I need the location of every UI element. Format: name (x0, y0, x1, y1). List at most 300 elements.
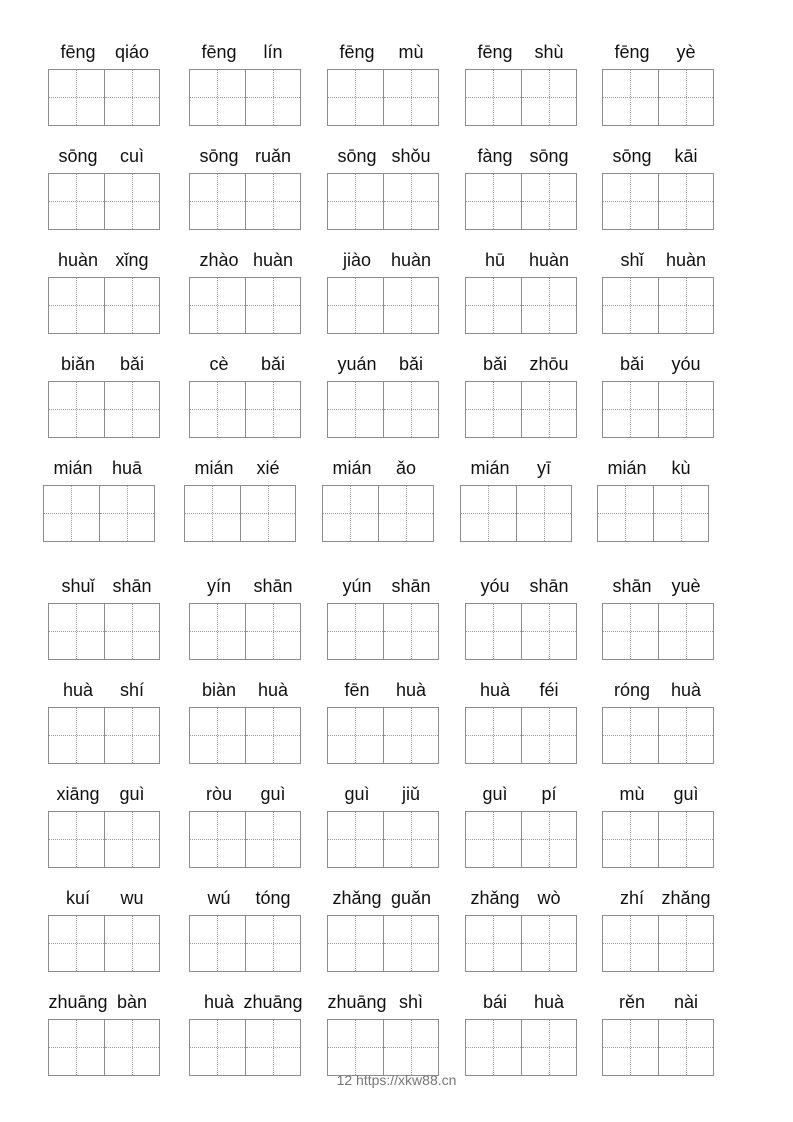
word-row (0, 144, 793, 244)
pinyin-syllable-1: sōng (612, 146, 652, 166)
writing-grid (189, 381, 301, 438)
character-box[interactable] (521, 70, 576, 125)
pinyin-syllable-1: zhuāng (327, 992, 387, 1012)
pinyin-syllable-2: yuè (671, 576, 701, 596)
pinyin-syllable-2: bàn (116, 992, 148, 1012)
pinyin-syllable-1: yún (342, 576, 372, 596)
character-box[interactable] (49, 1020, 104, 1075)
character-box[interactable] (521, 812, 576, 867)
pinyin-syllable-2: huàn (665, 250, 707, 270)
writing-grid (327, 603, 439, 660)
character-box[interactable] (521, 174, 576, 229)
character-box[interactable] (466, 604, 521, 659)
character-box[interactable] (44, 486, 99, 541)
word-cell (465, 678, 577, 778)
pinyin-syllable-2: nài (673, 992, 699, 1012)
character-box[interactable] (658, 708, 713, 763)
pinyin-syllable-2: zhǎng (661, 888, 711, 908)
word-cell (327, 352, 439, 452)
pinyin-syllable-2: bǎi (260, 354, 286, 374)
writing-grid (602, 69, 714, 126)
writing-grid (597, 485, 709, 542)
character-box[interactable] (383, 916, 438, 971)
writing-grid (48, 381, 160, 438)
character-box[interactable] (99, 486, 154, 541)
character-box[interactable] (245, 174, 300, 229)
word-cell (48, 678, 160, 778)
pinyin-syllable-1: mián (607, 458, 647, 478)
character-box[interactable] (658, 1020, 713, 1075)
word-cell (189, 574, 301, 674)
character-box[interactable] (603, 1020, 658, 1075)
character-box[interactable] (104, 812, 159, 867)
writing-grid (327, 277, 439, 334)
word-cell (48, 40, 160, 140)
writing-grid (48, 173, 160, 230)
pinyin-syllable-2: féi (539, 680, 559, 700)
writing-grid (602, 381, 714, 438)
character-box[interactable] (190, 382, 245, 437)
pinyin-syllable-2: guì (260, 784, 286, 804)
character-box[interactable] (383, 174, 438, 229)
pinyin-syllable-1: mián (332, 458, 372, 478)
word-row (0, 40, 793, 140)
pinyin-syllable-1: sōng (337, 146, 377, 166)
word-cell (327, 248, 439, 348)
character-box[interactable] (245, 278, 300, 333)
character-box[interactable] (521, 708, 576, 763)
word-cell (189, 40, 301, 140)
character-box[interactable] (49, 382, 104, 437)
word-cell (327, 886, 439, 986)
writing-grid (189, 603, 301, 660)
pinyin-syllable-2: xié (256, 458, 280, 478)
pinyin-syllable-1: mù (619, 784, 645, 804)
character-box[interactable] (245, 70, 300, 125)
pinyin-syllable-2: kù (671, 458, 691, 478)
character-box[interactable] (245, 1020, 300, 1075)
word-cell (189, 678, 301, 778)
pinyin-syllable-1: huà (479, 680, 511, 700)
word-cell (189, 144, 301, 244)
word-cell (189, 248, 301, 348)
word-cell (322, 456, 434, 556)
pinyin-syllable-1: fēng (477, 42, 513, 62)
character-box[interactable] (104, 916, 159, 971)
pinyin-syllable-2: xǐng (115, 250, 149, 270)
writing-grid (465, 603, 577, 660)
pinyin-syllable-1: rěn (618, 992, 645, 1012)
writing-grid (189, 915, 301, 972)
character-box[interactable] (658, 70, 713, 125)
pinyin-syllable-2: shān (391, 576, 431, 596)
character-box[interactable] (104, 70, 159, 125)
pinyin-syllable-2: lín (263, 42, 283, 62)
word-cell (602, 352, 714, 452)
word-row (0, 574, 793, 674)
writing-grid (465, 811, 577, 868)
character-box[interactable] (328, 1020, 383, 1075)
word-cell (189, 886, 301, 986)
writing-grid (189, 811, 301, 868)
character-box[interactable] (190, 916, 245, 971)
character-box[interactable] (658, 916, 713, 971)
pinyin-syllable-2: shù (534, 42, 564, 62)
writing-grid (48, 603, 160, 660)
word-cell (48, 144, 160, 244)
word-row (0, 352, 793, 452)
character-box[interactable] (466, 708, 521, 763)
pinyin-syllable-2: zhuāng (243, 992, 303, 1012)
pinyin-syllable-2: tóng (255, 888, 291, 908)
writing-grid (43, 485, 155, 542)
pinyin-syllable-2: yī (536, 458, 551, 478)
word-cell (602, 40, 714, 140)
pinyin-syllable-2: jiǔ (401, 784, 420, 804)
pinyin-syllable-1: biǎn (60, 354, 96, 374)
character-box[interactable] (104, 278, 159, 333)
pinyin-syllable-2: zhōu (529, 354, 569, 374)
character-box[interactable] (378, 486, 433, 541)
word-cell (602, 144, 714, 244)
writing-grid (460, 485, 572, 542)
writing-grid (327, 915, 439, 972)
pinyin-syllable-2: huà (395, 680, 427, 700)
word-cell (189, 782, 301, 882)
character-box[interactable] (466, 278, 521, 333)
character-box[interactable] (49, 916, 104, 971)
character-box[interactable] (516, 486, 571, 541)
character-box[interactable] (658, 604, 713, 659)
pinyin-syllable-1: mián (470, 458, 510, 478)
character-box[interactable] (328, 916, 383, 971)
word-cell (48, 782, 160, 882)
character-box[interactable] (466, 1020, 521, 1075)
character-box[interactable] (328, 812, 383, 867)
writing-grid (465, 277, 577, 334)
writing-grid (327, 1019, 439, 1076)
pinyin-syllable-1: shǐ (620, 250, 644, 270)
writing-grid (48, 811, 160, 868)
pinyin-syllable-1: róng (613, 680, 651, 700)
word-row (0, 886, 793, 986)
character-box[interactable] (328, 604, 383, 659)
word-cell (48, 352, 160, 452)
pinyin-syllable-1: huà (62, 680, 94, 700)
character-box[interactable] (383, 604, 438, 659)
word-row (0, 782, 793, 882)
character-box[interactable] (466, 382, 521, 437)
pinyin-syllable-1: cè (209, 354, 229, 374)
pinyin-syllable-1: fēng (201, 42, 237, 62)
pinyin-syllable-2: pí (541, 784, 557, 804)
character-box[interactable] (653, 486, 708, 541)
character-box[interactable] (245, 604, 300, 659)
pinyin-syllable-2: ruǎn (254, 146, 292, 166)
pinyin-syllable-2: wò (537, 888, 561, 908)
character-box[interactable] (383, 812, 438, 867)
pinyin-syllable-1: sōng (58, 146, 98, 166)
writing-grid (327, 69, 439, 126)
pinyin-syllable-1: zhǎng (332, 888, 382, 908)
writing-grid (602, 603, 714, 660)
pinyin-syllable-2: huàn (390, 250, 432, 270)
pinyin-syllable-2: kāi (674, 146, 698, 166)
pinyin-syllable-1: wú (207, 888, 231, 908)
writing-grid (48, 707, 160, 764)
pinyin-syllable-2: guì (673, 784, 699, 804)
word-cell (327, 144, 439, 244)
pinyin-syllable-1: huàn (57, 250, 99, 270)
word-cell (184, 456, 296, 556)
character-box[interactable] (383, 278, 438, 333)
character-box[interactable] (598, 486, 653, 541)
pinyin-syllable-1: yuán (337, 354, 377, 374)
character-box[interactable] (383, 382, 438, 437)
character-box[interactable] (245, 382, 300, 437)
character-box[interactable] (49, 70, 104, 125)
character-box[interactable] (245, 812, 300, 867)
character-box[interactable] (190, 174, 245, 229)
pinyin-syllable-1: bǎi (482, 354, 508, 374)
pinyin-syllable-1: fàng (477, 146, 513, 166)
writing-grid (602, 811, 714, 868)
pinyin-syllable-1: sōng (199, 146, 239, 166)
pinyin-syllable-2: shān (529, 576, 569, 596)
writing-grid (184, 485, 296, 542)
character-box[interactable] (49, 604, 104, 659)
character-box[interactable] (328, 708, 383, 763)
pinyin-syllable-2: huà (670, 680, 702, 700)
pinyin-syllable-2: shǒu (391, 146, 431, 166)
pinyin-syllable-1: kuí (65, 888, 90, 908)
writing-grid (48, 915, 160, 972)
character-box[interactable] (240, 486, 295, 541)
pinyin-syllable-1: xiāng (56, 784, 100, 804)
character-box[interactable] (521, 1020, 576, 1075)
pinyin-syllable-1: zhí (619, 888, 644, 908)
pinyin-syllable-1: huà (203, 992, 235, 1012)
pinyin-syllable-1: guì (482, 784, 508, 804)
character-box[interactable] (328, 278, 383, 333)
writing-grid (48, 277, 160, 334)
writing-grid (189, 69, 301, 126)
pinyin-syllable-2: ǎo (395, 458, 417, 478)
character-box[interactable] (521, 916, 576, 971)
writing-grid (327, 811, 439, 868)
word-cell (327, 574, 439, 674)
character-box[interactable] (104, 708, 159, 763)
writing-grid (327, 707, 439, 764)
character-box[interactable] (603, 916, 658, 971)
character-box[interactable] (466, 916, 521, 971)
pinyin-syllable-2: sōng (529, 146, 569, 166)
word-cell (602, 574, 714, 674)
pinyin-syllable-1: zhǎng (470, 888, 520, 908)
writing-grid (189, 1019, 301, 1076)
word-cell (327, 678, 439, 778)
pinyin-syllable-2: huà (257, 680, 289, 700)
pinyin-syllable-2: cuì (119, 146, 144, 166)
character-box[interactable] (104, 382, 159, 437)
pinyin-syllable-2: huàn (252, 250, 294, 270)
character-box[interactable] (383, 1020, 438, 1075)
word-cell (465, 144, 577, 244)
pinyin-syllable-1: fēn (344, 680, 370, 700)
character-box[interactable] (190, 812, 245, 867)
pinyin-syllable-2: wu (120, 888, 144, 908)
word-cell (327, 40, 439, 140)
word-cell (465, 574, 577, 674)
word-cell (189, 352, 301, 452)
writing-grid (327, 173, 439, 230)
pinyin-syllable-2: yè (676, 42, 696, 62)
writing-grid (602, 707, 714, 764)
word-cell (602, 678, 714, 778)
character-box[interactable] (190, 1020, 245, 1075)
character-box[interactable] (603, 278, 658, 333)
pinyin-syllable-1: bǎi (619, 354, 645, 374)
character-box[interactable] (521, 604, 576, 659)
word-row (0, 678, 793, 778)
writing-grid (465, 707, 577, 764)
pinyin-syllable-2: yóu (671, 354, 701, 374)
character-box[interactable] (185, 486, 240, 541)
word-cell (602, 248, 714, 348)
pinyin-syllable-2: mù (398, 42, 424, 62)
character-box[interactable] (49, 278, 104, 333)
character-box[interactable] (521, 382, 576, 437)
writing-grid (322, 485, 434, 542)
word-row (0, 456, 793, 556)
character-box[interactable] (658, 812, 713, 867)
pinyin-syllable-2: shān (253, 576, 293, 596)
writing-grid (189, 277, 301, 334)
pinyin-syllable-2: bǎi (398, 354, 424, 374)
pinyin-syllable-1: fēng (614, 42, 650, 62)
character-box[interactable] (104, 174, 159, 229)
character-box[interactable] (658, 174, 713, 229)
pinyin-syllable-2: bǎi (119, 354, 145, 374)
character-box[interactable] (104, 1020, 159, 1075)
word-row (0, 248, 793, 348)
character-box[interactable] (383, 708, 438, 763)
word-cell (597, 456, 709, 556)
character-box[interactable] (461, 486, 516, 541)
writing-grid (48, 1019, 160, 1076)
character-box[interactable] (49, 812, 104, 867)
pinyin-syllable-2: shì (398, 992, 423, 1012)
pinyin-syllable-1: zhuāng (48, 992, 108, 1012)
word-cell (43, 456, 155, 556)
character-box[interactable] (603, 70, 658, 125)
character-box[interactable] (466, 70, 521, 125)
character-box[interactable] (328, 382, 383, 437)
word-cell (460, 456, 572, 556)
word-cell (465, 782, 577, 882)
pinyin-syllable-1: jiào (342, 250, 372, 270)
character-box[interactable] (49, 174, 104, 229)
word-cell (465, 248, 577, 348)
character-box[interactable] (245, 916, 300, 971)
pinyin-syllable-1: biàn (201, 680, 237, 700)
pinyin-syllable-1: yín (206, 576, 231, 596)
word-cell (465, 40, 577, 140)
pinyin-syllable-2: qiáo (114, 42, 150, 62)
pinyin-syllable-2: huàn (528, 250, 570, 270)
pinyin-syllable-1: mián (53, 458, 93, 478)
pinyin-syllable-1: fēng (339, 42, 375, 62)
pinyin-syllable-1: hū (484, 250, 506, 270)
word-cell (48, 886, 160, 986)
writing-grid (327, 381, 439, 438)
word-cell (602, 782, 714, 882)
pinyin-syllable-1: bái (482, 992, 508, 1012)
writing-grid (189, 173, 301, 230)
character-box[interactable] (603, 382, 658, 437)
writing-grid (465, 1019, 577, 1076)
character-box[interactable] (190, 278, 245, 333)
writing-grid (465, 173, 577, 230)
pinyin-syllable-2: huā (111, 458, 143, 478)
character-box[interactable] (466, 174, 521, 229)
character-box[interactable] (323, 486, 378, 541)
character-box[interactable] (245, 708, 300, 763)
character-box[interactable] (383, 70, 438, 125)
writing-grid (602, 1019, 714, 1076)
pinyin-syllable-2: shān (112, 576, 152, 596)
character-box[interactable] (658, 382, 713, 437)
character-box[interactable] (603, 174, 658, 229)
character-box[interactable] (603, 708, 658, 763)
character-box[interactable] (603, 812, 658, 867)
pinyin-syllable-1: shān (612, 576, 652, 596)
writing-grid (465, 915, 577, 972)
pinyin-syllable-1: fēng (60, 42, 96, 62)
character-box[interactable] (190, 70, 245, 125)
word-cell (327, 782, 439, 882)
writing-grid (602, 915, 714, 972)
character-box[interactable] (328, 70, 383, 125)
pinyin-syllable-2: shí (119, 680, 144, 700)
page-footer: 12 https://xkw88.cn (336, 1072, 457, 1088)
character-box[interactable] (521, 278, 576, 333)
pinyin-syllable-2: guì (119, 784, 145, 804)
writing-grid (602, 173, 714, 230)
word-cell (465, 352, 577, 452)
writing-grid (189, 707, 301, 764)
word-cell (465, 886, 577, 986)
character-box[interactable] (190, 708, 245, 763)
writing-grid (48, 69, 160, 126)
character-box[interactable] (603, 604, 658, 659)
pinyin-syllable-1: ròu (205, 784, 232, 804)
pinyin-syllable-1: mián (194, 458, 234, 478)
word-cell (48, 574, 160, 674)
character-box[interactable] (658, 278, 713, 333)
character-box[interactable] (190, 604, 245, 659)
character-box[interactable] (49, 708, 104, 763)
word-cell (602, 886, 714, 986)
pinyin-syllable-1: guì (344, 784, 370, 804)
character-box[interactable] (328, 174, 383, 229)
character-box[interactable] (466, 812, 521, 867)
pinyin-syllable-1: zhào (199, 250, 239, 270)
character-box[interactable] (104, 604, 159, 659)
writing-grid (465, 69, 577, 126)
writing-grid (602, 277, 714, 334)
writing-grid (465, 381, 577, 438)
